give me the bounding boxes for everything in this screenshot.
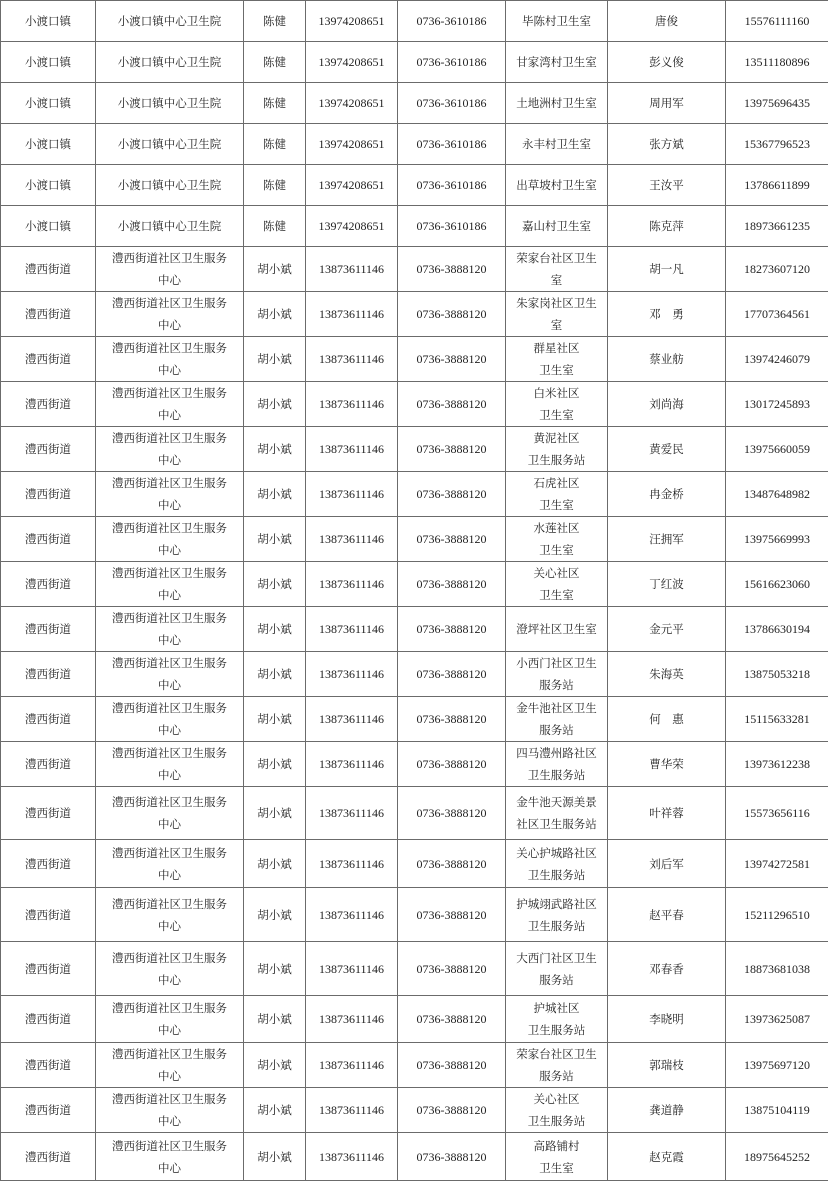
station-contact-cell: 丁红波: [608, 562, 726, 607]
town-cell: 澧西街道: [1, 652, 96, 697]
station-mobile-cell: 18975645252: [726, 1133, 828, 1181]
station-contact-cell: 胡一凡: [608, 247, 726, 292]
station-contact-cell: 蔡业舫: [608, 337, 726, 382]
center-contact-cell: 胡小斌: [244, 382, 306, 427]
table-row: [1, 247, 828, 292]
station-mobile-cell: 13975660059: [726, 427, 828, 472]
center-mobile-cell: 13873611146: [306, 607, 398, 652]
center-phone-cell: 0736-3610186: [398, 83, 506, 124]
station-name-cell: 土地洲村卫生室: [506, 83, 608, 124]
station-contact-cell: 汪拥军: [608, 517, 726, 562]
station-mobile-cell: 13875104119: [726, 1088, 828, 1133]
center-name-cell: 澧西街道社区卫生服务 中心: [96, 562, 244, 607]
town-cell: 澧西街道: [1, 247, 96, 292]
table-row: [1, 292, 828, 337]
station-contact-cell: 郭瑞枝: [608, 1043, 726, 1088]
center-phone-cell: 0736-3888120: [398, 427, 506, 472]
table-row: [1, 652, 828, 697]
center-mobile-cell: 13873611146: [306, 247, 398, 292]
center-mobile-cell: 13873611146: [306, 562, 398, 607]
center-mobile-cell: 13873611146: [306, 1133, 398, 1181]
town-cell: 澧西街道: [1, 1133, 96, 1181]
station-contact-cell: 黄爱民: [608, 427, 726, 472]
town-cell: 澧西街道: [1, 996, 96, 1043]
table-row: [1, 124, 828, 165]
station-name-cell: 关心护城路社区 卫生服务站: [506, 840, 608, 888]
center-mobile-cell: 13974208651: [306, 206, 398, 247]
center-phone-cell: 0736-3610186: [398, 42, 506, 83]
station-name-cell: 石虎社区 卫生室: [506, 472, 608, 517]
center-contact-cell: 胡小斌: [244, 1133, 306, 1181]
center-name-cell: 小渡口镇中心卫生院: [96, 124, 244, 165]
station-name-cell: 毕陈村卫生室: [506, 1, 608, 42]
station-contact-cell: 刘尚海: [608, 382, 726, 427]
table-row: [1, 1043, 828, 1088]
center-name-cell: 澧西街道社区卫生服务 中心: [96, 247, 244, 292]
station-name-cell: 水莲社区 卫生室: [506, 517, 608, 562]
station-mobile-cell: 13974272581: [726, 840, 828, 888]
station-contact-cell: 周用军: [608, 83, 726, 124]
center-phone-cell: 0736-3610186: [398, 124, 506, 165]
center-name-cell: 澧西街道社区卫生服务 中心: [96, 840, 244, 888]
station-mobile-cell: 13975669993: [726, 517, 828, 562]
center-mobile-cell: 13873611146: [306, 996, 398, 1043]
table-body: [1, 1, 828, 1181]
center-phone-cell: 0736-3888120: [398, 337, 506, 382]
center-name-cell: 澧西街道社区卫生服务 中心: [96, 427, 244, 472]
center-phone-cell: 0736-3888120: [398, 652, 506, 697]
center-phone-cell: 0736-3888120: [398, 996, 506, 1043]
station-name-cell: 荣家台社区卫生 室: [506, 247, 608, 292]
center-mobile-cell: 13974208651: [306, 124, 398, 165]
town-cell: 澧西街道: [1, 840, 96, 888]
table-row: [1, 1133, 828, 1181]
station-name-cell: 金牛池天源美景 社区卫生服务站: [506, 787, 608, 840]
center-name-cell: 澧西街道社区卫生服务 中心: [96, 382, 244, 427]
center-contact-cell: 胡小斌: [244, 996, 306, 1043]
station-mobile-cell: 17707364561: [726, 292, 828, 337]
station-contact-cell: 冉金桥: [608, 472, 726, 517]
table-row: [1, 83, 828, 124]
station-mobile-cell: 13017245893: [726, 382, 828, 427]
station-name-cell: 关心社区 卫生室: [506, 562, 608, 607]
town-cell: 澧西街道: [1, 427, 96, 472]
station-mobile-cell: 15616623060: [726, 562, 828, 607]
center-name-cell: 澧西街道社区卫生服务 中心: [96, 1133, 244, 1181]
center-contact-cell: 胡小斌: [244, 840, 306, 888]
center-contact-cell: 陈健: [244, 165, 306, 206]
center-contact-cell: 胡小斌: [244, 517, 306, 562]
center-mobile-cell: 13873611146: [306, 787, 398, 840]
station-contact-cell: 龚道静: [608, 1088, 726, 1133]
station-mobile-cell: 13975697120: [726, 1043, 828, 1088]
center-name-cell: 澧西街道社区卫生服务 中心: [96, 1088, 244, 1133]
town-cell: 澧西街道: [1, 888, 96, 942]
center-phone-cell: 0736-3610186: [398, 206, 506, 247]
station-contact-cell: 朱海英: [608, 652, 726, 697]
town-cell: 澧西街道: [1, 562, 96, 607]
station-name-cell: 出草坡村卫生室: [506, 165, 608, 206]
center-mobile-cell: 13873611146: [306, 1088, 398, 1133]
center-phone-cell: 0736-3888120: [398, 1088, 506, 1133]
table-row: [1, 996, 828, 1043]
station-name-cell: 永丰村卫生室: [506, 124, 608, 165]
station-contact-cell: 赵平春: [608, 888, 726, 942]
station-mobile-cell: 13786630194: [726, 607, 828, 652]
table-row: [1, 607, 828, 652]
center-contact-cell: 陈健: [244, 83, 306, 124]
station-name-cell: 大西门社区卫生 服务站: [506, 942, 608, 996]
center-contact-cell: 胡小斌: [244, 607, 306, 652]
table-row: [1, 942, 828, 996]
center-phone-cell: 0736-3888120: [398, 472, 506, 517]
center-contact-cell: 胡小斌: [244, 942, 306, 996]
station-mobile-cell: 15576111160: [726, 1, 828, 42]
station-name-cell: 朱家岗社区卫生 室: [506, 292, 608, 337]
center-mobile-cell: 13873611146: [306, 517, 398, 562]
town-cell: 澧西街道: [1, 607, 96, 652]
station-name-cell: 护城社区 卫生服务站: [506, 996, 608, 1043]
center-name-cell: 澧西街道社区卫生服务 中心: [96, 697, 244, 742]
center-phone-cell: 0736-3888120: [398, 382, 506, 427]
center-name-cell: 小渡口镇中心卫生院: [96, 42, 244, 83]
center-contact-cell: 胡小斌: [244, 247, 306, 292]
station-name-cell: 金牛池社区卫生 服务站: [506, 697, 608, 742]
station-mobile-cell: 13875053218: [726, 652, 828, 697]
town-cell: 澧西街道: [1, 742, 96, 787]
center-name-cell: 澧西街道社区卫生服务 中心: [96, 607, 244, 652]
center-phone-cell: 0736-3888120: [398, 292, 506, 337]
station-mobile-cell: 13974246079: [726, 337, 828, 382]
station-contact-cell: 何 惠: [608, 697, 726, 742]
center-name-cell: 澧西街道社区卫生服务 中心: [96, 996, 244, 1043]
station-name-cell: 护城翊武路社区 卫生服务站: [506, 888, 608, 942]
center-contact-cell: 胡小斌: [244, 337, 306, 382]
table-row: [1, 165, 828, 206]
station-name-cell: 小西门社区卫生 服务站: [506, 652, 608, 697]
town-cell: 澧西街道: [1, 697, 96, 742]
station-contact-cell: 曹华荣: [608, 742, 726, 787]
town-cell: 澧西街道: [1, 472, 96, 517]
table-row: [1, 787, 828, 840]
center-mobile-cell: 13873611146: [306, 942, 398, 996]
table-row: [1, 840, 828, 888]
center-mobile-cell: 13873611146: [306, 337, 398, 382]
center-contact-cell: 胡小斌: [244, 562, 306, 607]
station-name-cell: 高路铺村 卫生室: [506, 1133, 608, 1181]
station-name-cell: 黄泥社区 卫生服务站: [506, 427, 608, 472]
center-name-cell: 澧西街道社区卫生服务 中心: [96, 292, 244, 337]
town-cell: 澧西街道: [1, 1043, 96, 1088]
town-cell: 小渡口镇: [1, 124, 96, 165]
center-contact-cell: 胡小斌: [244, 427, 306, 472]
town-cell: 小渡口镇: [1, 83, 96, 124]
town-cell: 小渡口镇: [1, 165, 96, 206]
center-name-cell: 澧西街道社区卫生服务 中心: [96, 517, 244, 562]
center-contact-cell: 胡小斌: [244, 888, 306, 942]
station-contact-cell: 王汝平: [608, 165, 726, 206]
center-name-cell: 澧西街道社区卫生服务 中心: [96, 888, 244, 942]
center-contact-cell: 胡小斌: [244, 787, 306, 840]
center-phone-cell: 0736-3888120: [398, 562, 506, 607]
center-phone-cell: 0736-3888120: [398, 1133, 506, 1181]
table-row: [1, 697, 828, 742]
center-phone-cell: 0736-3888120: [398, 607, 506, 652]
station-name-cell: 澄坪社区卫生室: [506, 607, 608, 652]
center-name-cell: 澧西街道社区卫生服务 中心: [96, 1043, 244, 1088]
station-mobile-cell: 13487648982: [726, 472, 828, 517]
station-mobile-cell: 18973661235: [726, 206, 828, 247]
center-phone-cell: 0736-3888120: [398, 697, 506, 742]
station-contact-cell: 彭义俊: [608, 42, 726, 83]
town-cell: 澧西街道: [1, 517, 96, 562]
station-name-cell: 嘉山村卫生室: [506, 206, 608, 247]
station-contact-cell: 刘后军: [608, 840, 726, 888]
station-mobile-cell: 13786611899: [726, 165, 828, 206]
station-mobile-cell: 15115633281: [726, 697, 828, 742]
center-mobile-cell: 13873611146: [306, 742, 398, 787]
center-contact-cell: 陈健: [244, 206, 306, 247]
center-phone-cell: 0736-3888120: [398, 1043, 506, 1088]
center-mobile-cell: 13873611146: [306, 292, 398, 337]
table-row: [1, 562, 828, 607]
center-name-cell: 澧西街道社区卫生服务 中心: [96, 337, 244, 382]
station-mobile-cell: 15211296510: [726, 888, 828, 942]
center-phone-cell: 0736-3888120: [398, 942, 506, 996]
center-phone-cell: 0736-3610186: [398, 1, 506, 42]
station-contact-cell: 叶祥蓉: [608, 787, 726, 840]
center-mobile-cell: 13873611146: [306, 840, 398, 888]
town-cell: 澧西街道: [1, 337, 96, 382]
center-mobile-cell: 13873611146: [306, 382, 398, 427]
center-phone-cell: 0736-3888120: [398, 742, 506, 787]
center-phone-cell: 0736-3888120: [398, 888, 506, 942]
town-cell: 小渡口镇: [1, 206, 96, 247]
town-cell: 澧西街道: [1, 292, 96, 337]
center-name-cell: 澧西街道社区卫生服务 中心: [96, 742, 244, 787]
center-mobile-cell: 13873611146: [306, 652, 398, 697]
station-mobile-cell: 18273607120: [726, 247, 828, 292]
station-name-cell: 白米社区 卫生室: [506, 382, 608, 427]
station-contact-cell: 邓春香: [608, 942, 726, 996]
table-row: [1, 1088, 828, 1133]
center-mobile-cell: 13974208651: [306, 165, 398, 206]
station-contact-cell: 张方斌: [608, 124, 726, 165]
center-mobile-cell: 13873611146: [306, 697, 398, 742]
center-name-cell: 小渡口镇中心卫生院: [96, 83, 244, 124]
station-contact-cell: 赵克霞: [608, 1133, 726, 1181]
center-contact-cell: 胡小斌: [244, 742, 306, 787]
center-contact-cell: 胡小斌: [244, 292, 306, 337]
station-name-cell: 甘家湾村卫生室: [506, 42, 608, 83]
station-mobile-cell: 13973625087: [726, 996, 828, 1043]
town-cell: 澧西街道: [1, 1088, 96, 1133]
town-cell: 澧西街道: [1, 382, 96, 427]
station-name-cell: 荣家台社区卫生 服务站: [506, 1043, 608, 1088]
table-row: [1, 742, 828, 787]
center-contact-cell: 陈健: [244, 1, 306, 42]
center-phone-cell: 0736-3888120: [398, 787, 506, 840]
town-cell: 澧西街道: [1, 942, 96, 996]
center-name-cell: 澧西街道社区卫生服务 中心: [96, 942, 244, 996]
table-row: [1, 1, 828, 42]
center-name-cell: 澧西街道社区卫生服务 中心: [96, 472, 244, 517]
station-mobile-cell: 15367796523: [726, 124, 828, 165]
station-name-cell: 关心社区 卫生服务站: [506, 1088, 608, 1133]
center-contact-cell: 胡小斌: [244, 1088, 306, 1133]
center-name-cell: 澧西街道社区卫生服务 中心: [96, 787, 244, 840]
center-mobile-cell: 13873611146: [306, 1043, 398, 1088]
station-contact-cell: 邓 勇: [608, 292, 726, 337]
station-contact-cell: 唐俊: [608, 1, 726, 42]
center-contact-cell: 胡小斌: [244, 697, 306, 742]
station-mobile-cell: 18873681038: [726, 942, 828, 996]
center-contact-cell: 胡小斌: [244, 652, 306, 697]
table-row: [1, 206, 828, 247]
center-name-cell: 澧西街道社区卫生服务 中心: [96, 652, 244, 697]
station-name-cell: 四马澧州路社区 卫生服务站: [506, 742, 608, 787]
table-row: [1, 472, 828, 517]
center-mobile-cell: 13873611146: [306, 888, 398, 942]
center-mobile-cell: 13873611146: [306, 472, 398, 517]
center-mobile-cell: 13974208651: [306, 1, 398, 42]
station-name-cell: 群星社区 卫生室: [506, 337, 608, 382]
table-row: [1, 888, 828, 942]
table-row: [1, 517, 828, 562]
center-phone-cell: 0736-3888120: [398, 840, 506, 888]
station-mobile-cell: 13973612238: [726, 742, 828, 787]
center-mobile-cell: 13873611146: [306, 427, 398, 472]
table-row: [1, 337, 828, 382]
center-name-cell: 小渡口镇中心卫生院: [96, 206, 244, 247]
center-contact-cell: 胡小斌: [244, 472, 306, 517]
center-name-cell: 小渡口镇中心卫生院: [96, 1, 244, 42]
center-contact-cell: 陈健: [244, 124, 306, 165]
station-mobile-cell: 13511180896: [726, 42, 828, 83]
table-row: [1, 382, 828, 427]
town-cell: 澧西街道: [1, 787, 96, 840]
table-row: [1, 42, 828, 83]
center-phone-cell: 0736-3888120: [398, 247, 506, 292]
center-name-cell: 小渡口镇中心卫生院: [96, 165, 244, 206]
center-contact-cell: 陈健: [244, 42, 306, 83]
station-contact-cell: 李晓明: [608, 996, 726, 1043]
center-mobile-cell: 13974208651: [306, 83, 398, 124]
town-cell: 小渡口镇: [1, 42, 96, 83]
center-phone-cell: 0736-3610186: [398, 165, 506, 206]
station-mobile-cell: 13975696435: [726, 83, 828, 124]
center-phone-cell: 0736-3888120: [398, 517, 506, 562]
center-contact-cell: 胡小斌: [244, 1043, 306, 1088]
table-row: [1, 427, 828, 472]
center-mobile-cell: 13974208651: [306, 42, 398, 83]
town-cell: 小渡口镇: [1, 1, 96, 42]
station-mobile-cell: 15573656116: [726, 787, 828, 840]
station-contact-cell: 金元平: [608, 607, 726, 652]
station-contact-cell: 陈克萍: [608, 206, 726, 247]
